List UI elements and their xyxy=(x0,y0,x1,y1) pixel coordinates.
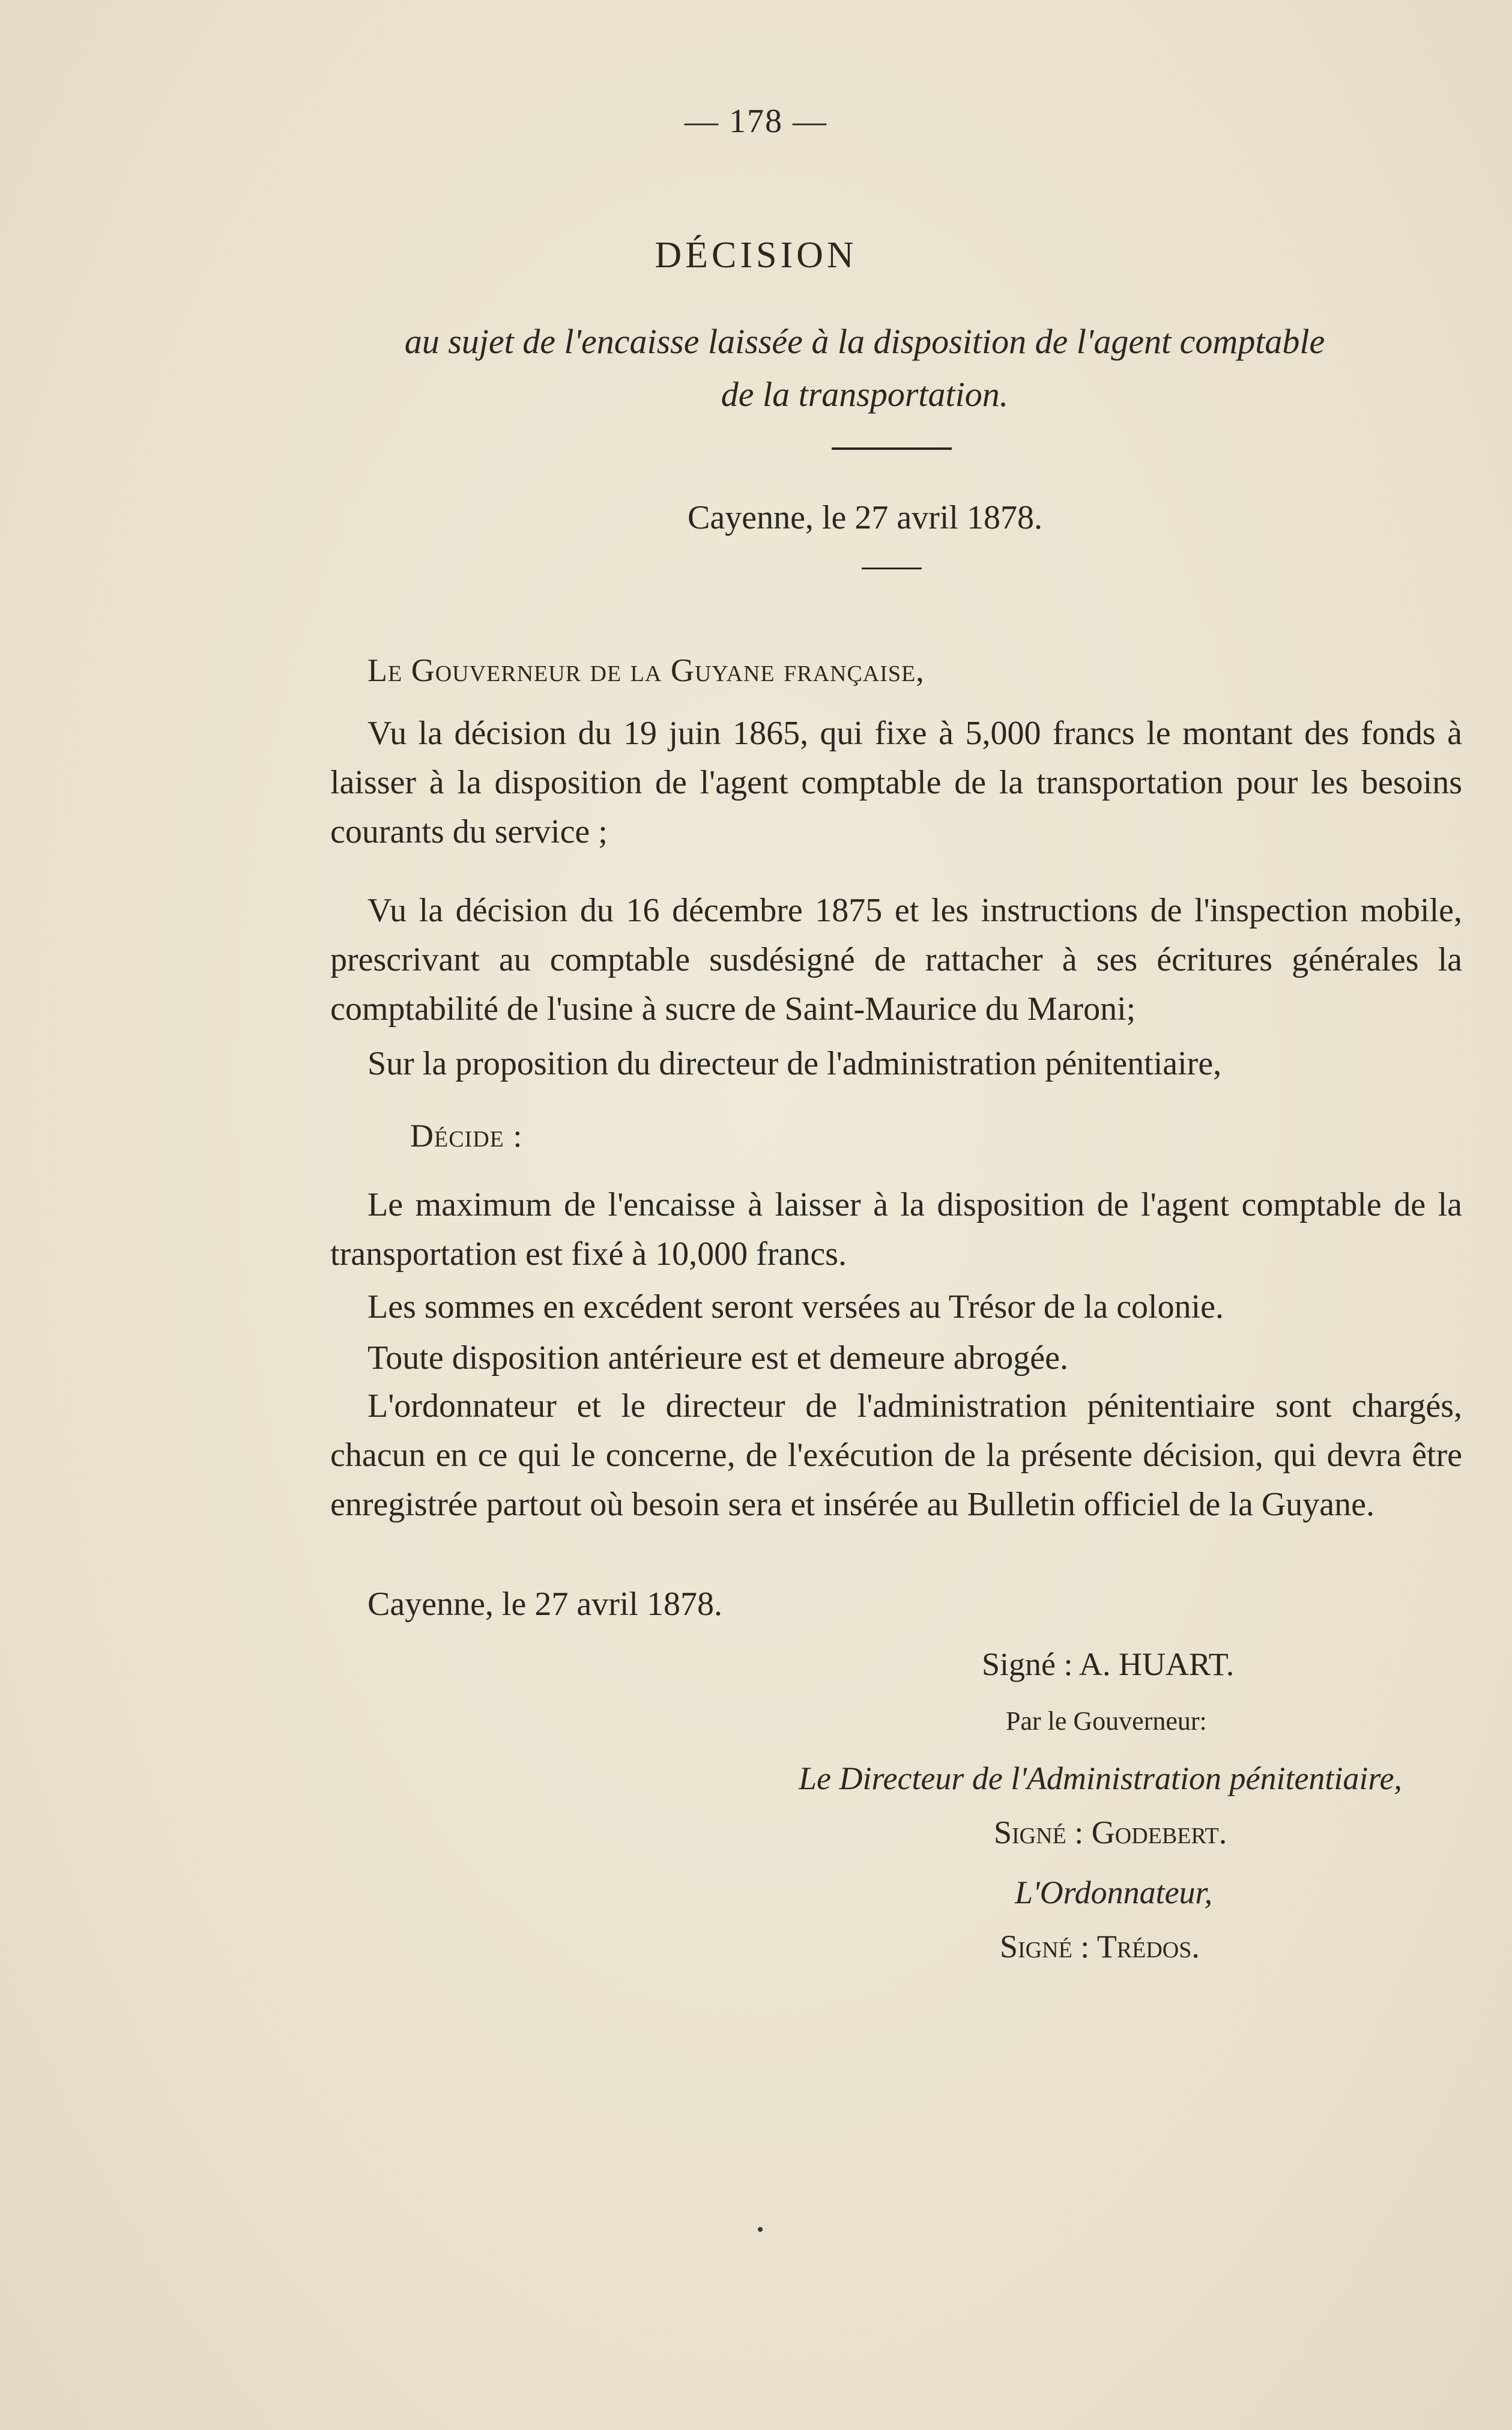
closing-date: Cayenne, le 27 avril 1878. xyxy=(367,1586,722,1623)
subtitle-line-1: au sujet de l'encaisse laissée à la disposition de l'agent comptable xyxy=(404,322,1325,361)
article-paragraph: Les sommes en excédent seront versées au Trésor de la colonie. xyxy=(367,1288,1224,1326)
divider-rule-short xyxy=(862,568,922,569)
considerant-paragraph: Vu la décision du 19 juin 1865, qui fixe à 5,000 francs le montant des fonds à laisser à la disposition de l'agent comptable de la transportation pour les besoins courants du service ; xyxy=(330,715,1462,850)
page-number: — 178 — xyxy=(685,103,827,140)
document-subtitle xyxy=(300,315,1429,421)
director-signature: Signé : Godebert. xyxy=(994,1814,1227,1850)
article-paragraph: Le maximum de l'encaisse à laisser à la disposition de l'agent comptable de la transportation est fixé à 10,000 francs. xyxy=(330,1186,1462,1273)
article-paragraph: L'ordonnateur et le directeur de l'administration pénitentiaire sont chargés, chacun en ce qui le concerne, de l'exécution de la présente décision, qui devra être enregistrée partout où besoin sera et insérée au Bulletin officiel de la Guyane. xyxy=(330,1387,1462,1523)
article-paragraph: Toute disposition antérieure est et demeure abrogée. xyxy=(367,1339,1068,1377)
speck-mark xyxy=(758,2227,763,2232)
governor-heading: Le Gouverneur de la Guyane française, xyxy=(367,652,925,688)
considerant-paragraph: Sur la proposition du directeur de l'administration pénitentiaire, xyxy=(367,1045,1222,1082)
decide-heading: Décide : xyxy=(410,1118,523,1154)
by-governor-label: Par le Gouverneur: xyxy=(1006,1706,1207,1736)
governor-signature: Signé : A. HUART. xyxy=(982,1646,1235,1682)
ordonnateur-title: L'Ordonnateur, xyxy=(1015,1874,1213,1910)
considerant-paragraph: Vu la décision du 16 décembre 1875 et les instructions de l'inspection mobile, prescrivant au comptable susdésigné de rattacher à ses écritures générales la comptabilité de l'usine à sucre de Saint-Maurice du Maroni; xyxy=(330,892,1462,1028)
director-title: Le Directeur de l'Administration pénitentiaire, xyxy=(799,1760,1402,1796)
subtitle-line-2: de la transportation. xyxy=(721,375,1009,414)
ordonnateur-signature: Signé : Trédos. xyxy=(1000,1929,1200,1965)
divider-rule xyxy=(832,447,952,450)
document-title: DÉCISION xyxy=(655,235,857,276)
place-date-header: Cayenne, le 27 avril 1878. xyxy=(688,499,1042,536)
